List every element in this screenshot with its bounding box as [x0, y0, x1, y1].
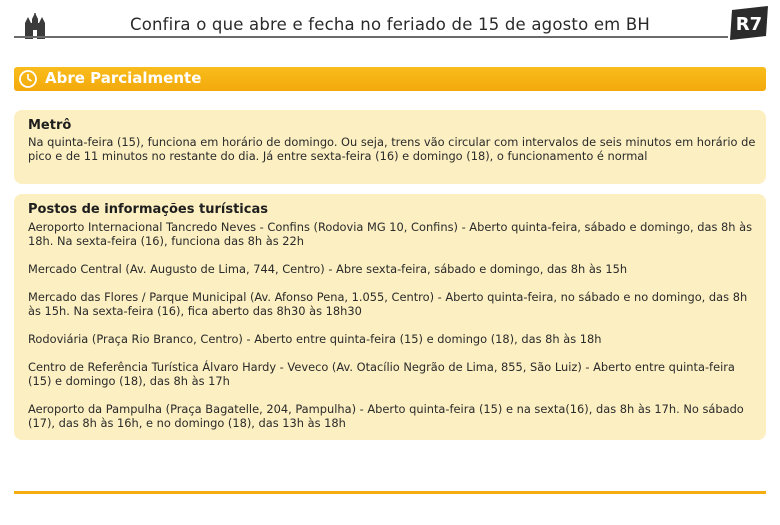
postos-title: Postos de informações turísticas	[28, 202, 268, 217]
list-item: Mercado Central (Av. Augusto de Lima, 744, Centro) - Abre sexta-feira, sábado e domingo, das 8h às 15h	[28, 262, 628, 276]
section-bar	[14, 67, 766, 91]
page-title: Confira o que abre e fecha no feriado de 15 de agosto em BH	[129, 15, 651, 34]
section-title: Abre Parcialmente	[45, 69, 202, 87]
logo-text: R7	[735, 14, 763, 35]
header-divider	[14, 36, 728, 38]
list-item: Centro de Referência Turística Álvaro Hardy - Veveco (Av. Otacílio Negrão de Lima, 855, São Luiz) - Aberto entre quinta-feira (15) e domingo (18), das 8h às 17h	[28, 360, 735, 388]
list-item: Mercado das Flores / Parque Municipal (Av. Afonso Pena, 1.055, Centro) - Aberto quinta-feira, no sábado e no domingo, das 8h às 15h. Na sexta-feira (16), fica aberto das 8h30 às 18h30	[28, 290, 748, 318]
postos-card	[14, 194, 766, 440]
footer-divider	[14, 491, 766, 494]
metro-card	[14, 110, 766, 184]
metro-text: Na quinta-feira (15), funciona em horário de domingo. Ou seja, trens vão circular com intervalos de seis minutos em horário de pico e de 11 minutos no restante do dia. Já entre sexta-feira (16) e domingo (18), o funcionamento é normal	[28, 135, 756, 163]
metro-title: Metrô	[28, 118, 72, 133]
list-item: Rodoviária (Praça Rio Branco, Centro) - Aberto entre quinta-feira (15) e domingo (18), das 8h às 18h	[28, 332, 602, 346]
list-item: Aeroporto Internacional Tancredo Neves - Confins (Rodovia MG 10, Confins) - Aberto quinta-feira, sábado e domingo, das 8h às 18h. Na sexta-feira (16), funciona das 8h às 22h	[28, 220, 753, 248]
list-item: Aeroporto da Pampulha (Praça Bagatelle, 204, Pampulha) - Aberto quinta-feira (15) e na sexta(16), das 8h às 17h. No sábado (17), das 8h às 16h, e no domingo (18), das 13h às 18h	[28, 402, 744, 430]
header	[0, 0, 780, 44]
clock-icon	[18, 69, 38, 89]
r7-logo	[730, 6, 770, 40]
